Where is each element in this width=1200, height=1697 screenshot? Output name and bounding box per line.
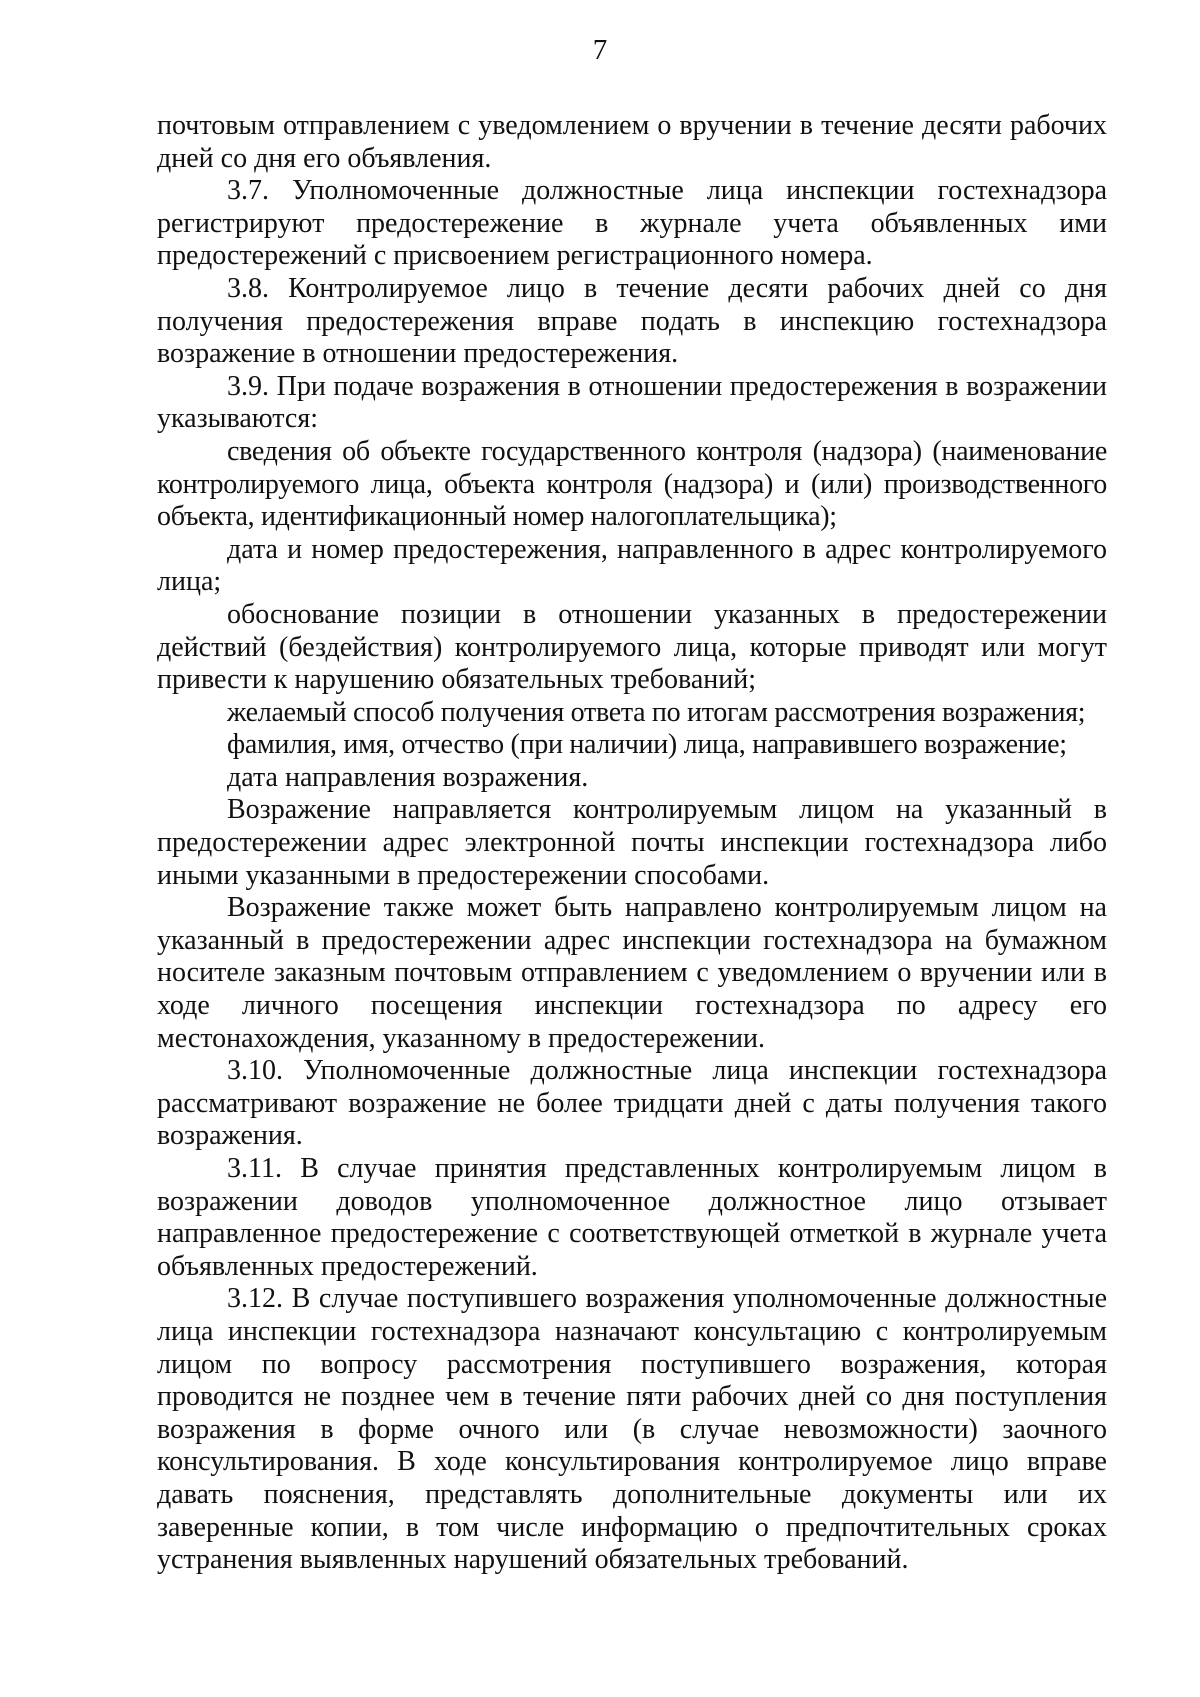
paragraph-3-12: 3.12. В случае поступившего возражения уполномоченные должностные лица инспекции гостехнадзора назначают консультацию с контролируемым лицом по вопросу рассмотрения поступившего возражения, которая проводится не позднее чем в течение пяти рабочих дней со дня поступления возражения в форме очного или (в случае невозможности) заочного консультирования. В ходе консультирования контролируемое лицо вправе давать пояснения, представлять дополнительные документы или их заверенные копии, в том числе информацию о предпочтительных сроках устранения выявленных нарушений обязательных требований.	[157, 1283, 1107, 1576]
page-number: 7	[592, 34, 608, 66]
paragraph-paper-submission: Возражение также может быть направлено контролируемым лицом на указанный в предостережении адрес инспекции гостехнадзора на бумажном носителе заказным почтовым отправлением с уведомлением о вручении или в ходе личного посещения инспекции гостехнадзора по адресу его местонахождения, указанному в предостережении.	[157, 892, 1107, 1054]
paragraph-email-submission: Возражение направляется контролируемым лицом на указанный в предостережении адрес электронной почты инспекции гостехнадзора либо иными указанными в предостережении способами.	[157, 794, 1107, 891]
paragraph-3-11: 3.11. В случае принятия представленных контролируемым лицом в возражении доводов уполномоченное должностное лицо отзывает направленное предостережение с соответствующей отметкой в журнале учета объявленных предостережений.	[157, 1153, 1107, 1282]
list-item-date-sent: дата направления возражения.	[227, 761, 589, 793]
paragraph-3-9: 3.9. При подаче возражения в отношении предостережения в возражении указываются:	[157, 370, 1107, 435]
list-item-justification: обоснование позиции в отношении указанных в предостережении действий (бездействия) контролируемого лица, которые приводят или могут привести к нарушению обязательных требований;	[157, 598, 1107, 696]
paragraph-3-8: 3.8. Контролируемое лицо в течение десяти рабочих дней со дня получения предостережения вправе подать в инспекцию гостехнадзора возражение в отношении предостережения.	[157, 272, 1107, 370]
paragraph-continuation: почтовым отправлением с уведомлением о вручении в течение десяти рабочих дней со дня его объявления.	[157, 110, 1107, 174]
document-body	[157, 110, 1107, 1577]
list-item-object-info: сведения об объекте государственного контроля (надзора) (наименование контролируемого лица, объекта контроля (надзора) и (или) производственного объекта, идентификационный номер налогоплательщика);	[157, 435, 1107, 533]
paragraph-3-10: 3.10. Уполномоченные должностные лица инспекции гостехнадзора рассматривают возражение не более тридцати дней с даты получения такого возражения.	[157, 1055, 1107, 1152]
list-item-date-number: дата и номер предостережения, направленного в адрес контролируемого лица;	[157, 533, 1107, 598]
paragraph-3-7: 3.7. Уполномоченные должностные лица инспекции гостехнадзора регистрируют предостережение в журнале учета объявленных ими предостережений с присвоением регистрационного номера.	[157, 175, 1107, 272]
list-item-full-name: фамилия, имя, отчество (при наличии) лица, направившего возражение;	[227, 729, 1067, 761]
list-item-response-method: желаемый способ получения ответа по итогам рассмотрения возражения;	[227, 696, 1086, 728]
